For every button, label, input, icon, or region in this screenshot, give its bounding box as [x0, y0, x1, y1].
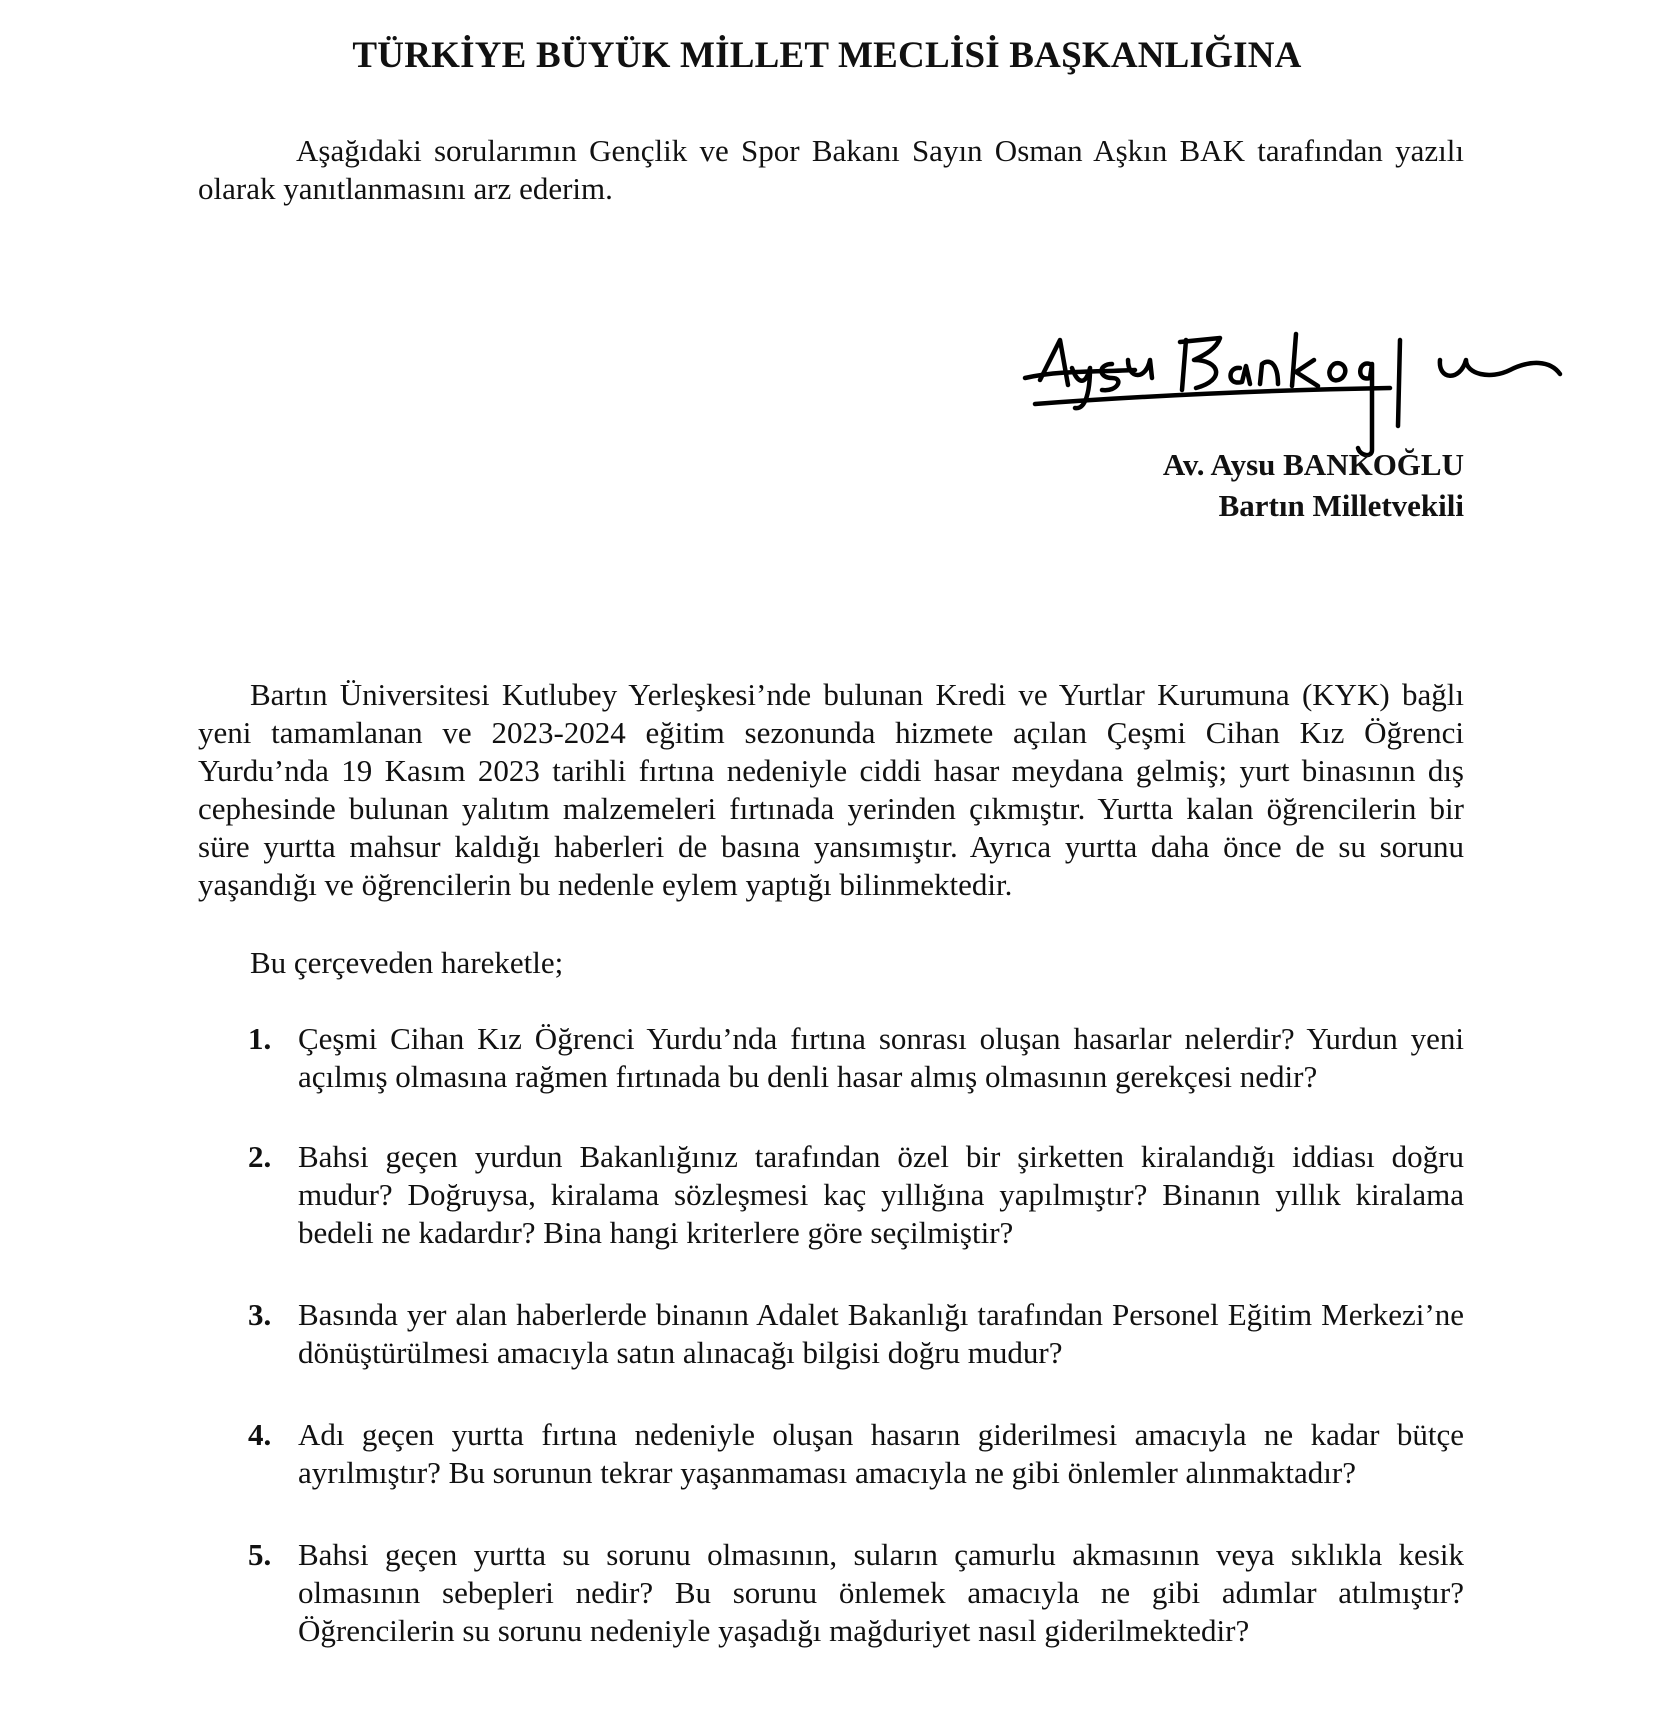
question-text: Bahsi geçen yurtta su sorunu olmasının, suların çamurlu akmasının veya sıklıkla kesik olmasının sebepleri nedir? Bu sorunu önlemek amacıyla ne gibi adımlar atılmıştır? Öğrencilerin su sorunu nedeniyle yaşadığı mağduriyet nasıl giderilmektedir?: [298, 1537, 1464, 1648]
body-paragraph: Bartın Üniversitesi Kutlubey Yerleşkesi’nde bulunan Kredi ve Yurtlar Kurumuna (KYK) bağlı yeni tamamlanan ve 2023-2024 eğitim sezonunda hizmete açılan Çeşmi Cihan Kız Öğrenci Yurdu’nda 19 Kasım 2023 tarihli fırtına nedeniyle ciddi hasar meydana gelmiş; yurt binasının dış cephesinde bulunan yalıtım malzemeleri fırtınada yerinden çıkmıştır. Yurtta kalan öğrencilerin bir süre yurtta mahsur kaldığı haberleri de basına yansımıştır. Ayrıca yurtta daha önce de su sorunu yaşandığı ve öğrencilerin bu nedenle eylem yaptığı bilinmektedir.: [198, 677, 1464, 902]
document-title: TÜRKİYE BÜYÜK MİLLET MECLİSİ BAŞKANLIĞINA: [352, 35, 1302, 76]
question-number: 3.: [248, 1297, 272, 1332]
question-text: Basında yer alan haberlerde binanın Adalet Bakanlığı tarafından Personel Eğitim Merkezi’ne dönüştürülmesi amacıyla satın alınacağı bilgisi doğru mudur?: [298, 1297, 1464, 1370]
question-number: 2.: [248, 1139, 272, 1174]
question-text: Çeşmi Cihan Kız Öğrenci Yurdu’nda fırtına sonrası oluşan hasarlar nelerdir? Yurdun yeni açılmış olmasına rağmen fırtınada bu denli hasar almış olmasının gerekçesi nedir?: [298, 1021, 1464, 1094]
lead-sentence: Bu çerçeveden hareketle;: [250, 945, 564, 980]
question-text: Adı geçen yurtta fırtına nedeniyle oluşan hasarın giderilmesi amacıyla ne kadar bütçe ayrılmıştır? Bu sorunun tekrar yaşanmaması amacıyla ne gibi önlemler alınmaktadır?: [298, 1417, 1464, 1490]
handwritten-signature: [1020, 330, 1580, 460]
intro-paragraph: Aşağıdaki sorularımın Gençlik ve Spor Bakanı Sayın Osman Aşkın BAK tarafından yazılı olarak yanıtlanmasını arz ederim.: [198, 133, 1464, 206]
question-text: Bahsi geçen yurdun Bakanlığınız tarafından özel bir şirketten kiralandığı iddiası doğru mudur? Doğruysa, kiralama sözleşmesi kaç yıllığına yapılmıştır? Binanın yıllık kiralama bedeli ne kadardır? Bina hangi kriterlere göre seçilmiştir?: [298, 1139, 1464, 1250]
question-number: 5.: [248, 1537, 272, 1572]
signer-title: Bartın Milletvekili: [1218, 488, 1464, 523]
signer-name: Av. Aysu BANKOĞLU: [1162, 447, 1464, 482]
question-number: 1.: [248, 1021, 272, 1056]
question-number: 4.: [248, 1417, 272, 1452]
